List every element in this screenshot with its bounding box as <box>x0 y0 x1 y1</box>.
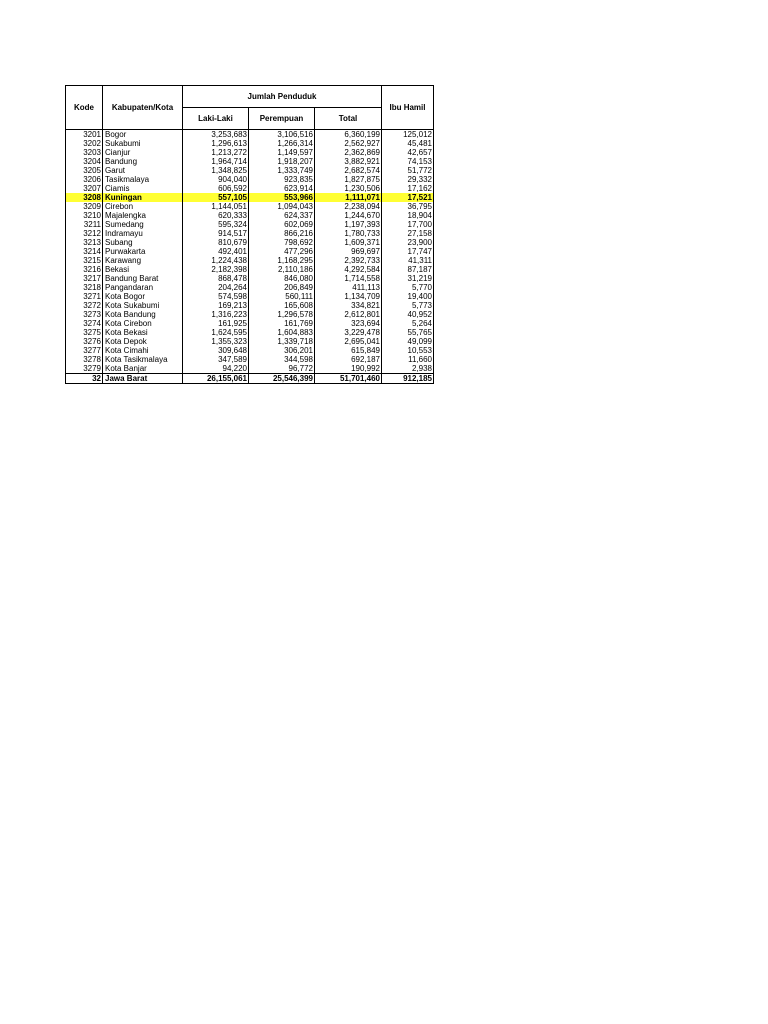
header-total: Total <box>315 108 382 130</box>
cell-total: 334,821 <box>315 301 382 310</box>
cell-perempuan: 165,608 <box>249 301 315 310</box>
cell-kabupaten-kota: Cianjur <box>103 148 183 157</box>
cell-total: 2,392,733 <box>315 256 382 265</box>
table-row <box>66 229 434 238</box>
cell-total: 3,229,478 <box>315 328 382 337</box>
cell-perempuan: 560,111 <box>249 292 315 301</box>
cell-perempuan: 25,546,399 <box>249 374 315 384</box>
header-ibu-hamil: Ibu Hamil <box>382 86 434 130</box>
cell-kode: 3202 <box>66 139 103 148</box>
cell-kabupaten-kota: Kuningan <box>103 193 183 202</box>
cell-kode: 3206 <box>66 175 103 184</box>
cell-perempuan: 798,692 <box>249 238 315 247</box>
cell-laki-laki: 1,296,613 <box>183 139 249 148</box>
cell-total: 411,113 <box>315 283 382 292</box>
cell-laki-laki: 1,144,051 <box>183 202 249 211</box>
cell-total: 2,362,869 <box>315 148 382 157</box>
table-row <box>66 211 434 220</box>
cell-kabupaten-kota: Kota Tasikmalaya <box>103 355 183 364</box>
cell-kabupaten-kota: Cirebon <box>103 202 183 211</box>
cell-ibu-hamil: 23,900 <box>382 238 434 247</box>
cell-laki-laki: 868,478 <box>183 274 249 283</box>
cell-kode: 3212 <box>66 229 103 238</box>
table-row <box>66 256 434 265</box>
cell-laki-laki: 1,348,825 <box>183 166 249 175</box>
cell-perempuan: 623,914 <box>249 184 315 193</box>
cell-ibu-hamil: 11,660 <box>382 355 434 364</box>
cell-ibu-hamil: 17,700 <box>382 220 434 229</box>
cell-laki-laki: 309,648 <box>183 346 249 355</box>
cell-total: 2,695,041 <box>315 337 382 346</box>
table-row <box>66 364 434 374</box>
cell-laki-laki: 492,401 <box>183 247 249 256</box>
cell-ibu-hamil: 125,012 <box>382 130 434 140</box>
cell-ibu-hamil: 87,187 <box>382 265 434 274</box>
cell-laki-laki: 169,213 <box>183 301 249 310</box>
cell-laki-laki: 606,592 <box>183 184 249 193</box>
cell-laki-laki: 3,253,683 <box>183 130 249 140</box>
cell-perempuan: 1,266,314 <box>249 139 315 148</box>
cell-ibu-hamil: 31,219 <box>382 274 434 283</box>
cell-laki-laki: 574,598 <box>183 292 249 301</box>
cell-kabupaten-kota: Kota Bandung <box>103 310 183 319</box>
cell-kode: 3214 <box>66 247 103 256</box>
table-row <box>66 265 434 274</box>
table-row <box>66 310 434 319</box>
cell-ibu-hamil: 74,153 <box>382 157 434 166</box>
cell-ibu-hamil: 55,765 <box>382 328 434 337</box>
cell-perempuan: 1,333,749 <box>249 166 315 175</box>
cell-ibu-hamil: 42,657 <box>382 148 434 157</box>
cell-kabupaten-kota: Garut <box>103 166 183 175</box>
cell-kode: 3209 <box>66 202 103 211</box>
table-row <box>66 184 434 193</box>
table-row <box>66 337 434 346</box>
cell-perempuan: 344,598 <box>249 355 315 364</box>
cell-kode: 3215 <box>66 256 103 265</box>
cell-kode: 3218 <box>66 283 103 292</box>
header-perempuan: Perempuan <box>249 108 315 130</box>
cell-perempuan: 96,772 <box>249 364 315 374</box>
cell-perempuan: 1,604,883 <box>249 328 315 337</box>
cell-laki-laki: 1,624,595 <box>183 328 249 337</box>
cell-total: 2,238,094 <box>315 202 382 211</box>
table-row <box>66 202 434 211</box>
cell-laki-laki: 94,220 <box>183 364 249 374</box>
cell-total: 51,701,460 <box>315 374 382 384</box>
cell-kode: 3216 <box>66 265 103 274</box>
table-row <box>66 328 434 337</box>
table-total-row <box>66 374 434 384</box>
cell-laki-laki: 347,589 <box>183 355 249 364</box>
table-row-highlighted <box>66 193 434 202</box>
cell-laki-laki: 810,679 <box>183 238 249 247</box>
cell-kode: 3279 <box>66 364 103 374</box>
cell-kabupaten-kota: Sukabumi <box>103 139 183 148</box>
cell-ibu-hamil: 17,521 <box>382 193 434 202</box>
header-kabupaten-kota: Kabupaten/Kota <box>103 86 183 130</box>
table-row <box>66 148 434 157</box>
cell-kode: 3278 <box>66 355 103 364</box>
cell-kabupaten-kota: Majalengka <box>103 211 183 220</box>
cell-total: 2,612,801 <box>315 310 382 319</box>
table-row <box>66 283 434 292</box>
cell-kabupaten-kota: Karawang <box>103 256 183 265</box>
cell-kode: 3201 <box>66 130 103 140</box>
cell-ibu-hamil: 5,770 <box>382 283 434 292</box>
cell-laki-laki: 2,182,398 <box>183 265 249 274</box>
cell-kabupaten-kota: Kota Sukabumi <box>103 301 183 310</box>
header-jumlah-penduduk: Jumlah Penduduk <box>183 86 382 108</box>
cell-kode: 3213 <box>66 238 103 247</box>
cell-perempuan: 477,296 <box>249 247 315 256</box>
table-row <box>66 157 434 166</box>
cell-perempuan: 161,769 <box>249 319 315 328</box>
cell-perempuan: 2,110,186 <box>249 265 315 274</box>
cell-total: 1,197,393 <box>315 220 382 229</box>
table-row <box>66 319 434 328</box>
cell-laki-laki: 914,517 <box>183 229 249 238</box>
cell-kabupaten-kota: Bekasi <box>103 265 183 274</box>
cell-perempuan: 3,106,516 <box>249 130 315 140</box>
cell-kode: 3203 <box>66 148 103 157</box>
cell-ibu-hamil: 36,795 <box>382 202 434 211</box>
cell-total: 1,780,733 <box>315 229 382 238</box>
cell-kode: 3208 <box>66 193 103 202</box>
cell-ibu-hamil: 45,481 <box>382 139 434 148</box>
cell-kabupaten-kota: Kota Depok <box>103 337 183 346</box>
cell-laki-laki: 26,155,061 <box>183 374 249 384</box>
cell-total: 1,134,709 <box>315 292 382 301</box>
population-table <box>65 85 434 384</box>
cell-perempuan: 624,337 <box>249 211 315 220</box>
cell-perempuan: 1,168,295 <box>249 256 315 265</box>
cell-kabupaten-kota: Ciamis <box>103 184 183 193</box>
cell-kode: 3272 <box>66 301 103 310</box>
population-table-sheet <box>65 85 433 384</box>
cell-kabupaten-kota: Jawa Barat <box>103 374 183 384</box>
cell-total: 6,360,199 <box>315 130 382 140</box>
cell-total: 692,187 <box>315 355 382 364</box>
cell-total: 969,697 <box>315 247 382 256</box>
cell-total: 1,827,875 <box>315 175 382 184</box>
cell-total: 1,244,670 <box>315 211 382 220</box>
cell-laki-laki: 1,213,272 <box>183 148 249 157</box>
cell-laki-laki: 904,040 <box>183 175 249 184</box>
cell-laki-laki: 557,105 <box>183 193 249 202</box>
cell-kode: 3271 <box>66 292 103 301</box>
cell-kode: 3275 <box>66 328 103 337</box>
cell-kabupaten-kota: Kota Cirebon <box>103 319 183 328</box>
cell-perempuan: 866,216 <box>249 229 315 238</box>
cell-ibu-hamil: 912,185 <box>382 374 434 384</box>
cell-ibu-hamil: 5,773 <box>382 301 434 310</box>
table-row <box>66 175 434 184</box>
cell-kabupaten-kota: Bogor <box>103 130 183 140</box>
cell-total: 190,992 <box>315 364 382 374</box>
cell-kode: 3277 <box>66 346 103 355</box>
cell-kabupaten-kota: Kota Bekasi <box>103 328 183 337</box>
cell-ibu-hamil: 29,332 <box>382 175 434 184</box>
cell-ibu-hamil: 10,553 <box>382 346 434 355</box>
cell-kode: 32 <box>66 374 103 384</box>
table-row <box>66 238 434 247</box>
header-row-1 <box>66 86 434 108</box>
cell-perempuan: 1,296,578 <box>249 310 315 319</box>
cell-ibu-hamil: 27,158 <box>382 229 434 238</box>
header-laki-laki: Laki-Laki <box>183 108 249 130</box>
cell-ibu-hamil: 17,747 <box>382 247 434 256</box>
cell-perempuan: 206,849 <box>249 283 315 292</box>
table-row <box>66 301 434 310</box>
cell-kode: 3204 <box>66 157 103 166</box>
header-kode: Kode <box>66 86 103 130</box>
table-row <box>66 346 434 355</box>
cell-ibu-hamil: 40,952 <box>382 310 434 319</box>
cell-kabupaten-kota: Purwakarta <box>103 247 183 256</box>
cell-kabupaten-kota: Subang <box>103 238 183 247</box>
table-row <box>66 274 434 283</box>
cell-kabupaten-kota: Sumedang <box>103 220 183 229</box>
cell-kode: 3273 <box>66 310 103 319</box>
cell-ibu-hamil: 18,904 <box>382 211 434 220</box>
cell-laki-laki: 1,316,223 <box>183 310 249 319</box>
table-row <box>66 130 434 140</box>
table-row <box>66 166 434 175</box>
cell-perempuan: 1,094,043 <box>249 202 315 211</box>
cell-laki-laki: 1,964,714 <box>183 157 249 166</box>
cell-kabupaten-kota: Bandung <box>103 157 183 166</box>
cell-perempuan: 923,835 <box>249 175 315 184</box>
cell-kabupaten-kota: Tasikmalaya <box>103 175 183 184</box>
cell-kode: 3211 <box>66 220 103 229</box>
cell-ibu-hamil: 41,311 <box>382 256 434 265</box>
cell-total: 323,694 <box>315 319 382 328</box>
cell-ibu-hamil: 49,099 <box>382 337 434 346</box>
cell-kode: 3274 <box>66 319 103 328</box>
cell-kabupaten-kota: Kota Bogor <box>103 292 183 301</box>
cell-kode: 3217 <box>66 274 103 283</box>
cell-ibu-hamil: 2,938 <box>382 364 434 374</box>
cell-total: 2,682,574 <box>315 166 382 175</box>
cell-ibu-hamil: 17,162 <box>382 184 434 193</box>
cell-total: 1,714,558 <box>315 274 382 283</box>
table-row <box>66 139 434 148</box>
cell-total: 1,609,371 <box>315 238 382 247</box>
cell-kabupaten-kota: Kota Cimahi <box>103 346 183 355</box>
cell-kabupaten-kota: Bandung Barat <box>103 274 183 283</box>
cell-perempuan: 1,149,597 <box>249 148 315 157</box>
cell-kode: 3210 <box>66 211 103 220</box>
cell-laki-laki: 595,324 <box>183 220 249 229</box>
cell-total: 4,292,584 <box>315 265 382 274</box>
cell-perempuan: 846,080 <box>249 274 315 283</box>
cell-ibu-hamil: 5,264 <box>382 319 434 328</box>
cell-kabupaten-kota: Kota Banjar <box>103 364 183 374</box>
cell-ibu-hamil: 51,772 <box>382 166 434 175</box>
cell-total: 615,849 <box>315 346 382 355</box>
cell-laki-laki: 1,355,323 <box>183 337 249 346</box>
cell-total: 3,882,921 <box>315 157 382 166</box>
cell-total: 2,562,927 <box>315 139 382 148</box>
cell-perempuan: 602,069 <box>249 220 315 229</box>
cell-kode: 3207 <box>66 184 103 193</box>
cell-perempuan: 1,339,718 <box>249 337 315 346</box>
table-row <box>66 292 434 301</box>
cell-laki-laki: 620,333 <box>183 211 249 220</box>
cell-total: 1,111,071 <box>315 193 382 202</box>
cell-kode: 3205 <box>66 166 103 175</box>
cell-total: 1,230,506 <box>315 184 382 193</box>
cell-laki-laki: 204,264 <box>183 283 249 292</box>
cell-ibu-hamil: 19,400 <box>382 292 434 301</box>
table-row <box>66 247 434 256</box>
cell-perempuan: 553,966 <box>249 193 315 202</box>
cell-kabupaten-kota: Pangandaran <box>103 283 183 292</box>
cell-laki-laki: 161,925 <box>183 319 249 328</box>
cell-laki-laki: 1,224,438 <box>183 256 249 265</box>
cell-perempuan: 306,201 <box>249 346 315 355</box>
table-row <box>66 220 434 229</box>
table-row <box>66 355 434 364</box>
cell-perempuan: 1,918,207 <box>249 157 315 166</box>
cell-kabupaten-kota: Indramayu <box>103 229 183 238</box>
cell-kode: 3276 <box>66 337 103 346</box>
